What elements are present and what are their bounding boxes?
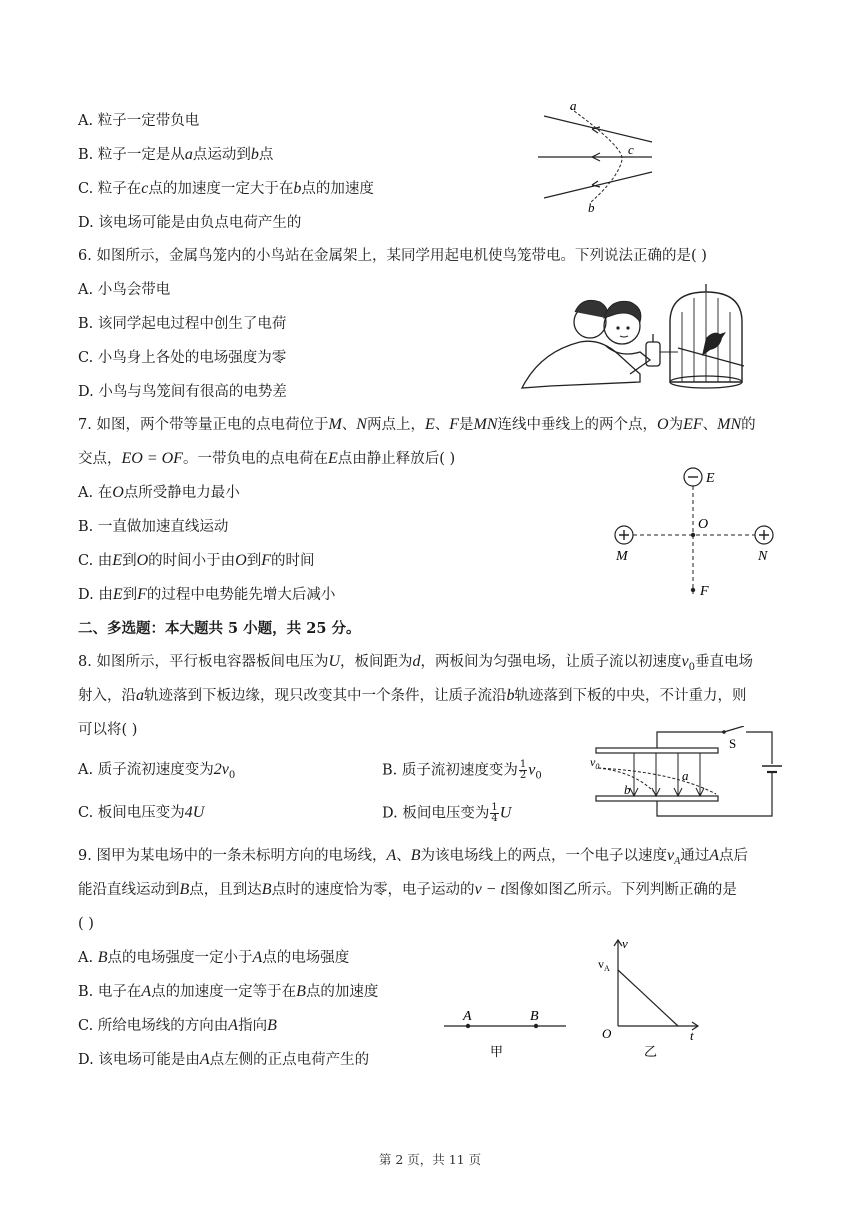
q7-label-f: F bbox=[700, 584, 709, 599]
q5-label-b: b bbox=[588, 200, 595, 215]
q5-option-d: D. 该电场可能是由负点电荷产生的 bbox=[78, 215, 302, 231]
q5-label-a: a bbox=[570, 98, 577, 113]
q9-label-v: v bbox=[622, 936, 628, 951]
q7-option-c: C. 由E到O的时间小于由O到F的时间 bbox=[78, 552, 315, 569]
q8-stem-line3: 可以将( ) bbox=[78, 722, 138, 738]
q7-option-d: D. 由E到F的过程中电势能先增大后减小 bbox=[78, 586, 336, 603]
q9-label-va: $v_A$ bbox=[598, 957, 610, 973]
q8-option-c: C. 板间电压变为4U bbox=[78, 804, 205, 821]
q8-label-a: a bbox=[682, 768, 689, 783]
q7-stem-line1: 7. 如图，两个带等量正电的点电荷位于M、N两点上，E、F是MN连线中垂线上的两个点，O为EF、MN的 bbox=[78, 416, 756, 433]
q7-option-b: B. 一直做加速直线运动 bbox=[78, 519, 229, 535]
q7-label-n: N bbox=[758, 549, 768, 564]
q6-option-d: D. 小鸟与鸟笼间有很高的电势差 bbox=[78, 384, 287, 400]
q8-label-s: S bbox=[729, 736, 737, 751]
page-footer: 第 2 页，共 11 页 bbox=[378, 1152, 482, 1167]
q8-stem-line1: 8. 如图所示，平行板电容器板间电压为U，板间距为d，两板间为匀强电场，让质子流以初速度$v_0$垂直电场 bbox=[78, 653, 753, 673]
q9-option-d: D. 该电场可能是由A点左侧的正点电荷产生的 bbox=[78, 1051, 370, 1068]
q9-vt-graph bbox=[594, 934, 706, 1064]
q6-birdcage-figure bbox=[520, 282, 748, 394]
q8-option-d: D. 板间电压变为 $\frac{1}{4}$ U bbox=[382, 802, 512, 824]
q6-option-b: B. 该同学起电过程中创生了电荷 bbox=[78, 316, 287, 332]
section-heading: 二、多选题：本大题共 5 小题，共 25 分。 bbox=[78, 620, 361, 637]
q8-stem-line2: 射入，沿a轨迹落到下板边缘，现只改变其中一个条件，让质子流沿b轨迹落到下板的中央，不计重力，则 bbox=[78, 687, 747, 704]
q8-capacitor-figure bbox=[584, 726, 784, 822]
q9-option-a: A. B点的电场强度一定小于A点的电场强度 bbox=[78, 949, 350, 966]
q8-option-b: B. 质子流初速度变为 $\frac{1}{2}$ $v_0$ bbox=[382, 759, 542, 782]
q7-label-m: M bbox=[616, 549, 628, 564]
q5-option-a: A. 粒子一定带负电 bbox=[78, 113, 200, 129]
q9-stem-line2: 能沿直线运动到B点，且到达B点时的速度恰为零，电子运动的v − t图像如图乙所示。下列判断正确的是 bbox=[78, 881, 737, 898]
q5-label-c: c bbox=[628, 142, 634, 157]
q9-label-b: B bbox=[530, 1009, 539, 1024]
q8-option-a: A. 质子流初速度变为$2v_0$ bbox=[78, 761, 236, 781]
q9-label-jia: 甲 bbox=[490, 1044, 504, 1059]
q6-stem: 6. 如图所示，金属鸟笼内的小鸟站在金属架上，某同学用起电机使鸟笼带电。下列说法正确的是( ) bbox=[78, 248, 707, 264]
q7-label-e: E bbox=[706, 471, 715, 486]
q9-option-c: C. 所给电场线的方向由A指向B bbox=[78, 1017, 277, 1034]
q9-stem-line3: ( ) bbox=[78, 916, 94, 932]
q9-label-t: t bbox=[690, 1028, 694, 1043]
q7-charges-figure bbox=[604, 462, 784, 608]
q9-label-a: A bbox=[463, 1009, 472, 1024]
q7-label-o: O bbox=[698, 517, 709, 532]
q6-option-a: A. 小鸟会带电 bbox=[78, 282, 171, 298]
q7-option-a: A. 在O点所受静电力最小 bbox=[78, 484, 240, 501]
q6-option-c: C. 小鸟身上各处的电场强度为零 bbox=[78, 350, 287, 366]
q8-label-b: b bbox=[624, 782, 631, 797]
q9-label-o: O bbox=[602, 1026, 612, 1041]
q9-field-line-figure bbox=[444, 1004, 570, 1064]
q8-label-v: $v_0$ bbox=[590, 755, 600, 771]
q9-option-b: B. 电子在A点的加速度一定等于在B点的加速度 bbox=[78, 983, 379, 1000]
q5-option-b: B. 粒子一定是从a点运动到b点 bbox=[78, 146, 274, 163]
q5-option-c: C. 粒子在c点的加速度一定大于在b点的加速度 bbox=[78, 180, 374, 197]
q5-field-figure bbox=[530, 98, 660, 218]
q9-label-yi: 乙 bbox=[644, 1044, 658, 1059]
vt-line bbox=[618, 970, 678, 1026]
q7-stem-line2: 交点，EO = OF。一带负电的点电荷在E点由静止释放后( ) bbox=[78, 450, 456, 467]
q9-stem-line1: 9. 图甲为某电场中的一条未标明方向的电场线，A、B为该电场线上的两点，一个电子以速度$v_A$通过A点后 bbox=[78, 847, 749, 867]
